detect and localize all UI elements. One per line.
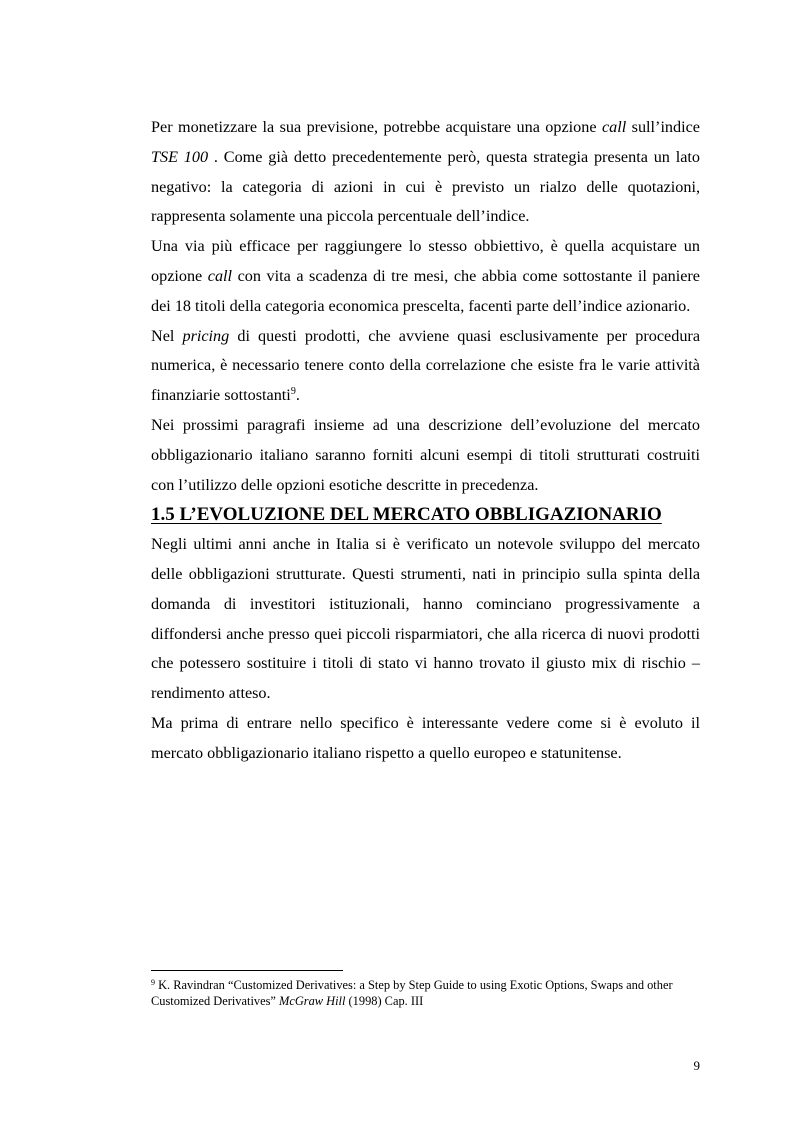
section-heading: 1.5 L’EVOLUZIONE DEL MERCATO OBBLIGAZIONARIO	[151, 504, 662, 526]
body-text	[151, 113, 700, 769]
paragraph-2	[151, 232, 700, 321]
paragraph-1-text-c: . Come già detto precedentemente però, questa strategia presenta un lato negativo: la categoria di azioni in cui è previsto un rialzo delle quotazioni, rappresenta solamente una piccola percentuale dell’indice.	[151, 147, 700, 226]
paragraph-4: Nei prossimi paragrafi insieme ad una descrizione dell’evoluzione del mercato obbligazionario italiano saranno forniti alcuni esempi di titoli strutturati costruiti con l’utilizzo delle opzioni esotiche descritte in precedenza.	[151, 415, 700, 494]
paragraph-3-text-c: .	[295, 386, 300, 405]
paragraph-6: Ma prima di entrare nello specifico è interessante vedere come si è evoluto il mercato obbligazionario italiano rispetto a quello europeo e statunitense.	[151, 713, 700, 762]
term-call: call	[207, 266, 233, 285]
page-number: 9	[693, 1058, 700, 1073]
paragraph-3-text-a: Nel	[151, 326, 183, 345]
paragraph-5: Negli ultimi anni anche in Italia si è verificato un notevole sviluppo del mercato delle obbligazioni strutturate. Questi strumenti, nati in principio sulla spinta della domanda di investitori istituzionali, hanno cominciano progressivamente a diffondersi anche presso quei piccoli risparmiatori, che alla ricerca di nuovi prodotti che potessero sostituire i titoli di stato vi hanno trovato il giusto mix di rischio – rendimento atteso.	[151, 535, 700, 703]
paragraph-2-text-a: Una via più efficace per raggiungere lo stesso obbiettivo, è quella acquistare un opzione	[151, 237, 700, 285]
term-pricing: pricing	[182, 326, 230, 345]
footnote-divider	[151, 970, 343, 971]
footnote-publisher: McGraw Hill	[279, 993, 346, 1008]
paragraph-3-text-b: di questi prodotti, che avviene quasi esclusivamente per procedura numerica, è necessario tenere conto della correlazione che esiste fra le varie attività finanziarie sottostanti	[151, 326, 701, 405]
footnote-reference: 9	[290, 386, 296, 398]
paragraph-1-text-a: Per monetizzare la sua previsione, potrebbe acquistare una opzione	[151, 118, 602, 136]
footnote-text-a: K. Ravindran “Customized Derivatives: a Step by Step Guide to using Exotic Options, Swaps and other Customized Derivatives”	[151, 978, 673, 1008]
footnote-text-b: (1998) Cap. III	[345, 993, 424, 1008]
paragraph-3	[151, 322, 700, 411]
footnote	[151, 978, 700, 1009]
term-tse-100: TSE 100	[151, 147, 209, 166]
paragraph-2-text-b: con vita a scadenza di tre mesi, che abbia come sottostante il paniere dei 18 titoli della categoria economica prescelta, facenti parte dell’indice azionario.	[151, 266, 700, 315]
term-call: call	[601, 118, 627, 136]
footnote-number: 9	[151, 978, 155, 987]
paragraph-1	[151, 113, 700, 232]
paragraph-1-text-b: sull’indice	[626, 118, 700, 136]
